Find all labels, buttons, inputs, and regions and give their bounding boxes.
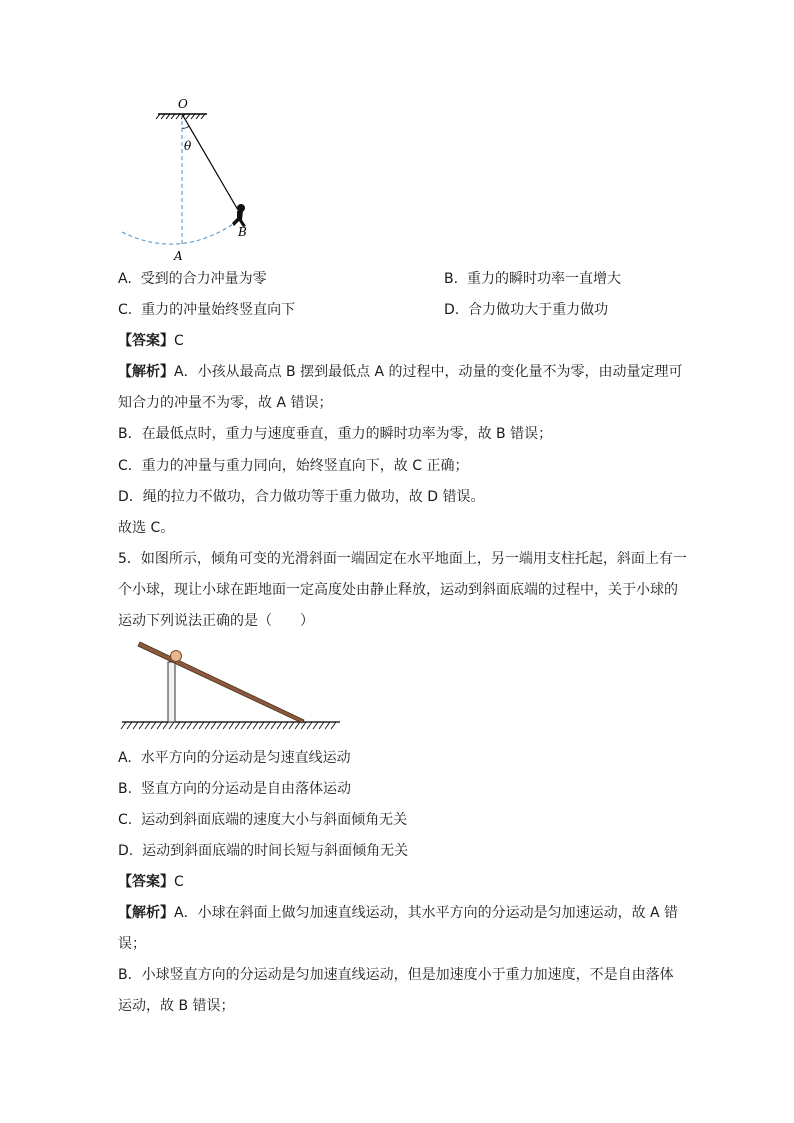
q4-analysis-line-1: 【解析】A．小孩从最高点 B 摆到最低点 A 的过程中，动量的变化量不为零，由动量定理可 (118, 364, 683, 380)
q5-analysis-line-3: B．小球竖直方向的分运动是匀加速直线运动，但是加速度小于重力加速度，不是自由落体 (118, 967, 674, 983)
q4-analysis-line-3: B．在最低点时，重力与速度垂直，重力的瞬时功率为零，故 B 错误； (118, 426, 553, 442)
q4-option-d: D. 合力做功大于重力做功 (444, 302, 609, 318)
q5-stem-line-1: 5．如图所示，倾角可变的光滑斜面一端固定在水平地面上，另一端用支柱托起，斜面上有一 (118, 551, 687, 567)
label-O: O (178, 97, 188, 111)
q5-option-d: D. 运动到斜面底端的时间长短与斜面倾角无关 (118, 843, 409, 859)
q5-stem-line-2: 个小球，现让小球在距地面一定高度处由静止释放，运动到斜面底端的过程中，关于小球的 (118, 582, 678, 598)
pendulum-figure (110, 92, 270, 267)
ground-hatch (121, 722, 336, 729)
q5-option-a: A. 水平方向的分运动是匀速直线运动 (118, 750, 351, 766)
q4-analysis-line-2: 知合力的冲量不为零，故 A 错误； (118, 395, 333, 411)
rope-line (182, 114, 238, 210)
q5-stem-line-3: 运动下列说法正确的是（ ） (118, 613, 314, 629)
label-B: B (238, 225, 247, 239)
q5-analysis-line-1: 【解析】A．小球在斜面上做匀加速直线运动，其水平方向的分运动是匀加速运动，故 A 错 (118, 905, 679, 921)
label-theta: θ (184, 139, 192, 153)
incline-figure (118, 642, 348, 737)
incline-plank (138, 642, 304, 723)
q4-option-c: C. 重力的冲量始终竖直向下 (118, 302, 296, 318)
angle-arc (182, 126, 189, 128)
ball (171, 651, 182, 662)
q4-option-b: B. 重力的瞬时功率一直增大 (444, 271, 621, 287)
q4-answer: 【答案】C (118, 333, 184, 349)
label-A: A (174, 249, 183, 263)
q4-option-a: A. 受到的合力冲量为零 (118, 271, 267, 287)
q4-conclusion: 故选 C。 (118, 520, 175, 536)
q4-analysis-line-4: C．重力的冲量与重力同向，始终竖直向下，故 C 正确； (118, 458, 469, 474)
child-figure (232, 204, 246, 227)
q5-option-b: B. 竖直方向的分运动是自由落体运动 (118, 781, 351, 797)
q5-analysis-line-4: 运动，故 B 错误； (118, 998, 235, 1014)
q4-analysis-line-5: D．绳的拉力不做功，合力做功等于重力做功，故 D 错误。 (118, 489, 485, 505)
q5-analysis-line-2: 误； (118, 936, 146, 952)
q5-option-c: C. 运动到斜面底端的速度大小与斜面倾角无关 (118, 812, 408, 828)
q5-answer: 【答案】C (118, 874, 184, 890)
support-post (168, 662, 175, 722)
